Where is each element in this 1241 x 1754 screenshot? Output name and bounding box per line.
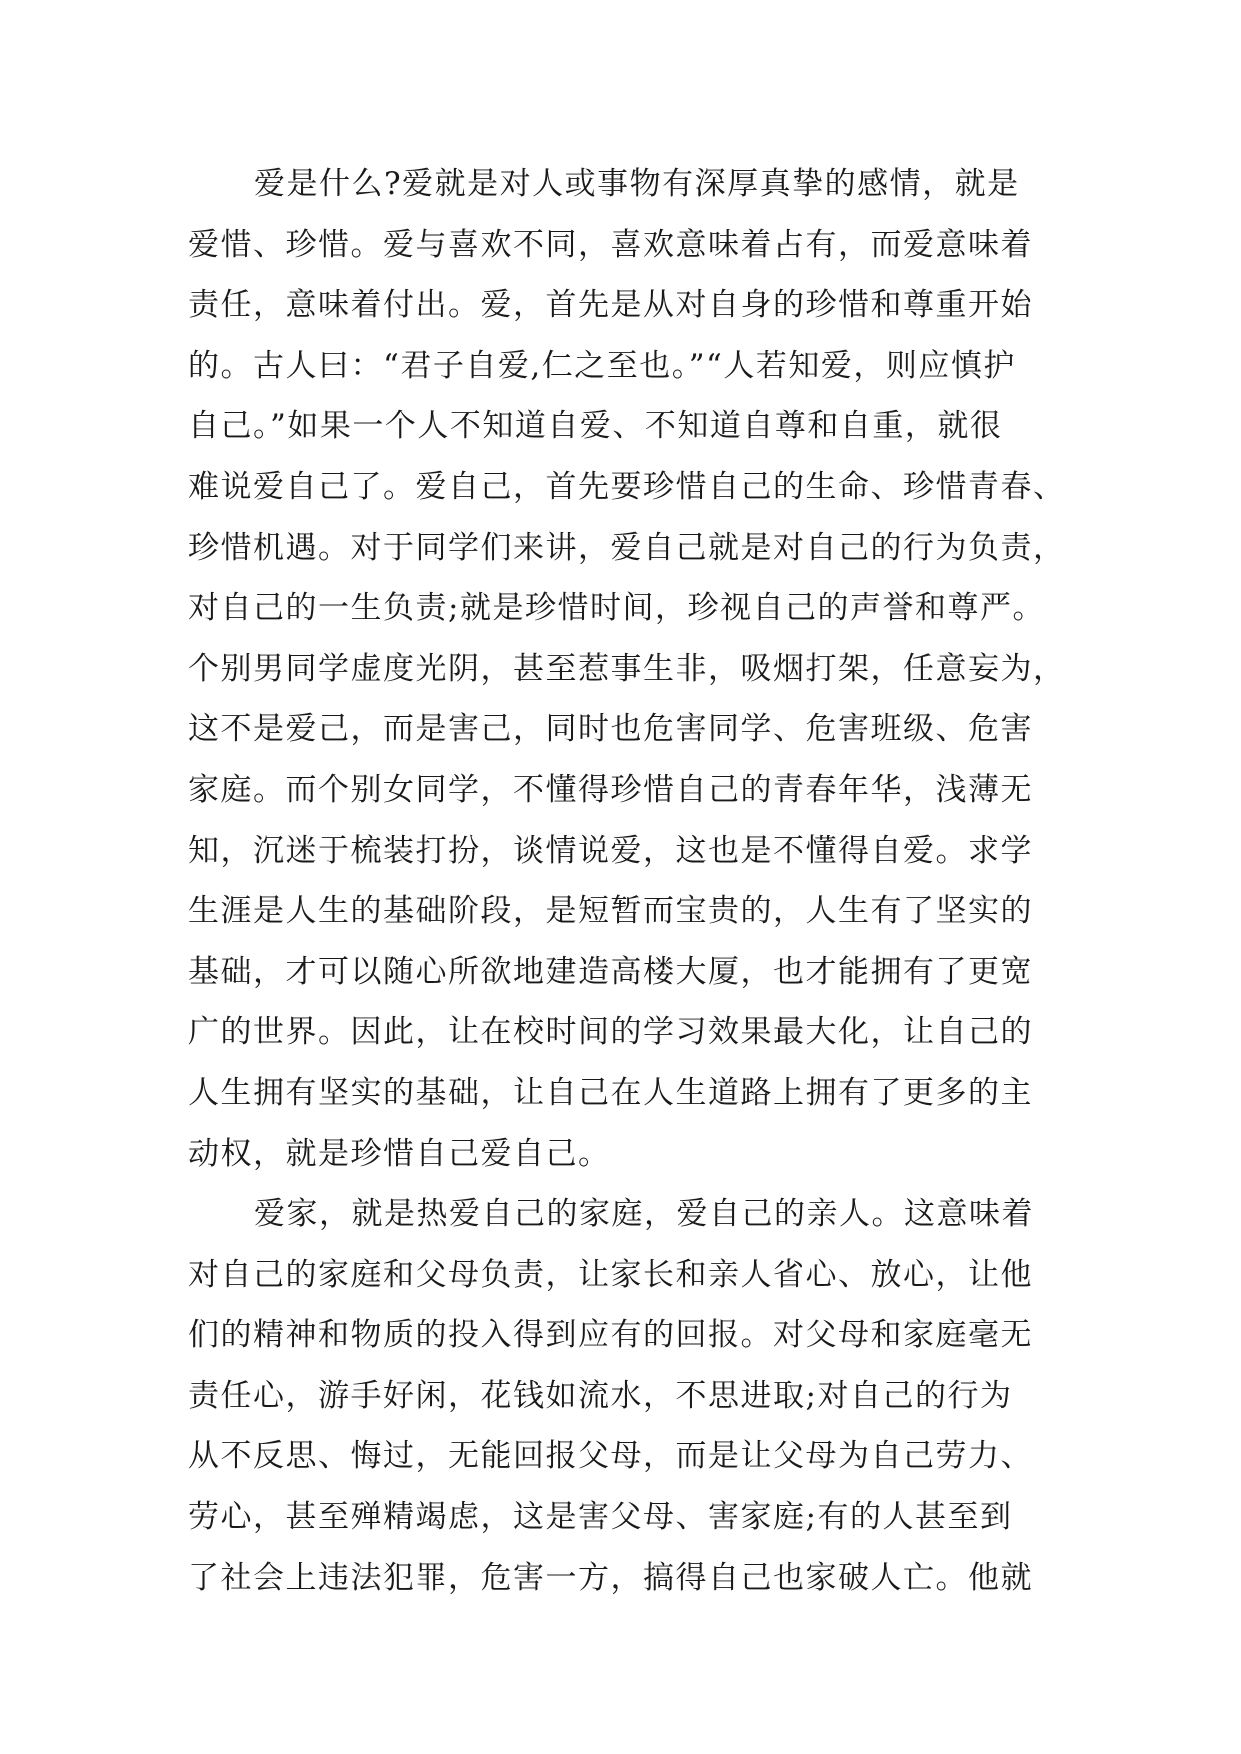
text-line: 从不反思、悔过，无能回报父母，而是让父母为自己劳力、 <box>188 1438 1033 1475</box>
text-line: 生涯是人生的基础阶段，是短暂而宝贵的，人生有了坚实的 <box>188 893 1033 930</box>
text-line: 难说爱自己了。爱自己，首先要珍惜自己的生命、珍惜青春、 <box>188 468 1066 505</box>
text-line: 知，沉迷于梳装打扮，谈情说爱，这也是不懂得自爱。求学 <box>188 832 1033 869</box>
text-line: 人生拥有坚实的基础，让自己在人生道路上拥有了更多的主 <box>188 1074 1033 1111</box>
body-text <box>188 154 1068 1608</box>
text-line: 爱是什么?爱就是对人或事物有深厚真挚的感情，就是 <box>254 166 1020 202</box>
text-line: 的。古人曰：“君子自爱,仁之至也。”“人若知爱，则应慎护 <box>188 347 1016 384</box>
text-line: 劳心，甚至殚精竭虑，这是害父母、害家庭;有的人甚至到 <box>188 1499 1013 1536</box>
text-line: 个别男同学虚度光阴，甚至惹事生非，吸烟打架，任意妄为， <box>188 650 1066 687</box>
text-line: 们的精神和物质的投入得到应有的回报。对父母和家庭毫无 <box>188 1317 1033 1354</box>
text-line: 这不是爱己，而是害己，同时也危害同学、危害班级、危害 <box>188 711 1033 748</box>
text-line: 爱家，就是热爱自己的家庭，爱自己的亲人。这意味着 <box>254 1196 1034 1233</box>
text-line: 动权，就是珍惜自己爱自己。 <box>188 1135 611 1172</box>
text-line: 爱惜、珍惜。爱与喜欢不同，喜欢意味着占有，而爱意味着 <box>188 226 1033 263</box>
text-line: 基础，才可以随心所欲地建造高楼大厦，也才能拥有了更宽 <box>188 953 1033 990</box>
text-line: 对自己的一生负责;就是珍惜时间，珍视自己的声誉和尊严。 <box>188 590 1045 627</box>
text-line: 责任心，游手好闲，花钱如流水，不思进取;对自己的行为 <box>188 1377 1013 1414</box>
text-line: 广的世界。因此，让在校时间的学习效果最大化，让自己的 <box>188 1014 1033 1051</box>
text-line: 对自己的家庭和父母负责，让家长和亲人省心、放心，让他 <box>188 1256 1033 1293</box>
text-line: 责任，意味着付出。爱，首先是从对自身的珍惜和尊重开始 <box>188 287 1033 324</box>
text-line: 自己。”如果一个人不知道自爱、不知道自尊和自重，就很 <box>188 408 1003 445</box>
text-line: 家庭。而个别女同学，不懂得珍惜自己的青春年华，浅薄无 <box>188 771 1033 808</box>
text-line: 了社会上违法犯罪，危害一方，搞得自己也家破人亡。他就 <box>188 1559 1033 1596</box>
text-line: 珍惜机遇。对于同学们来讲，爱自己就是对自己的行为负责， <box>188 529 1066 566</box>
